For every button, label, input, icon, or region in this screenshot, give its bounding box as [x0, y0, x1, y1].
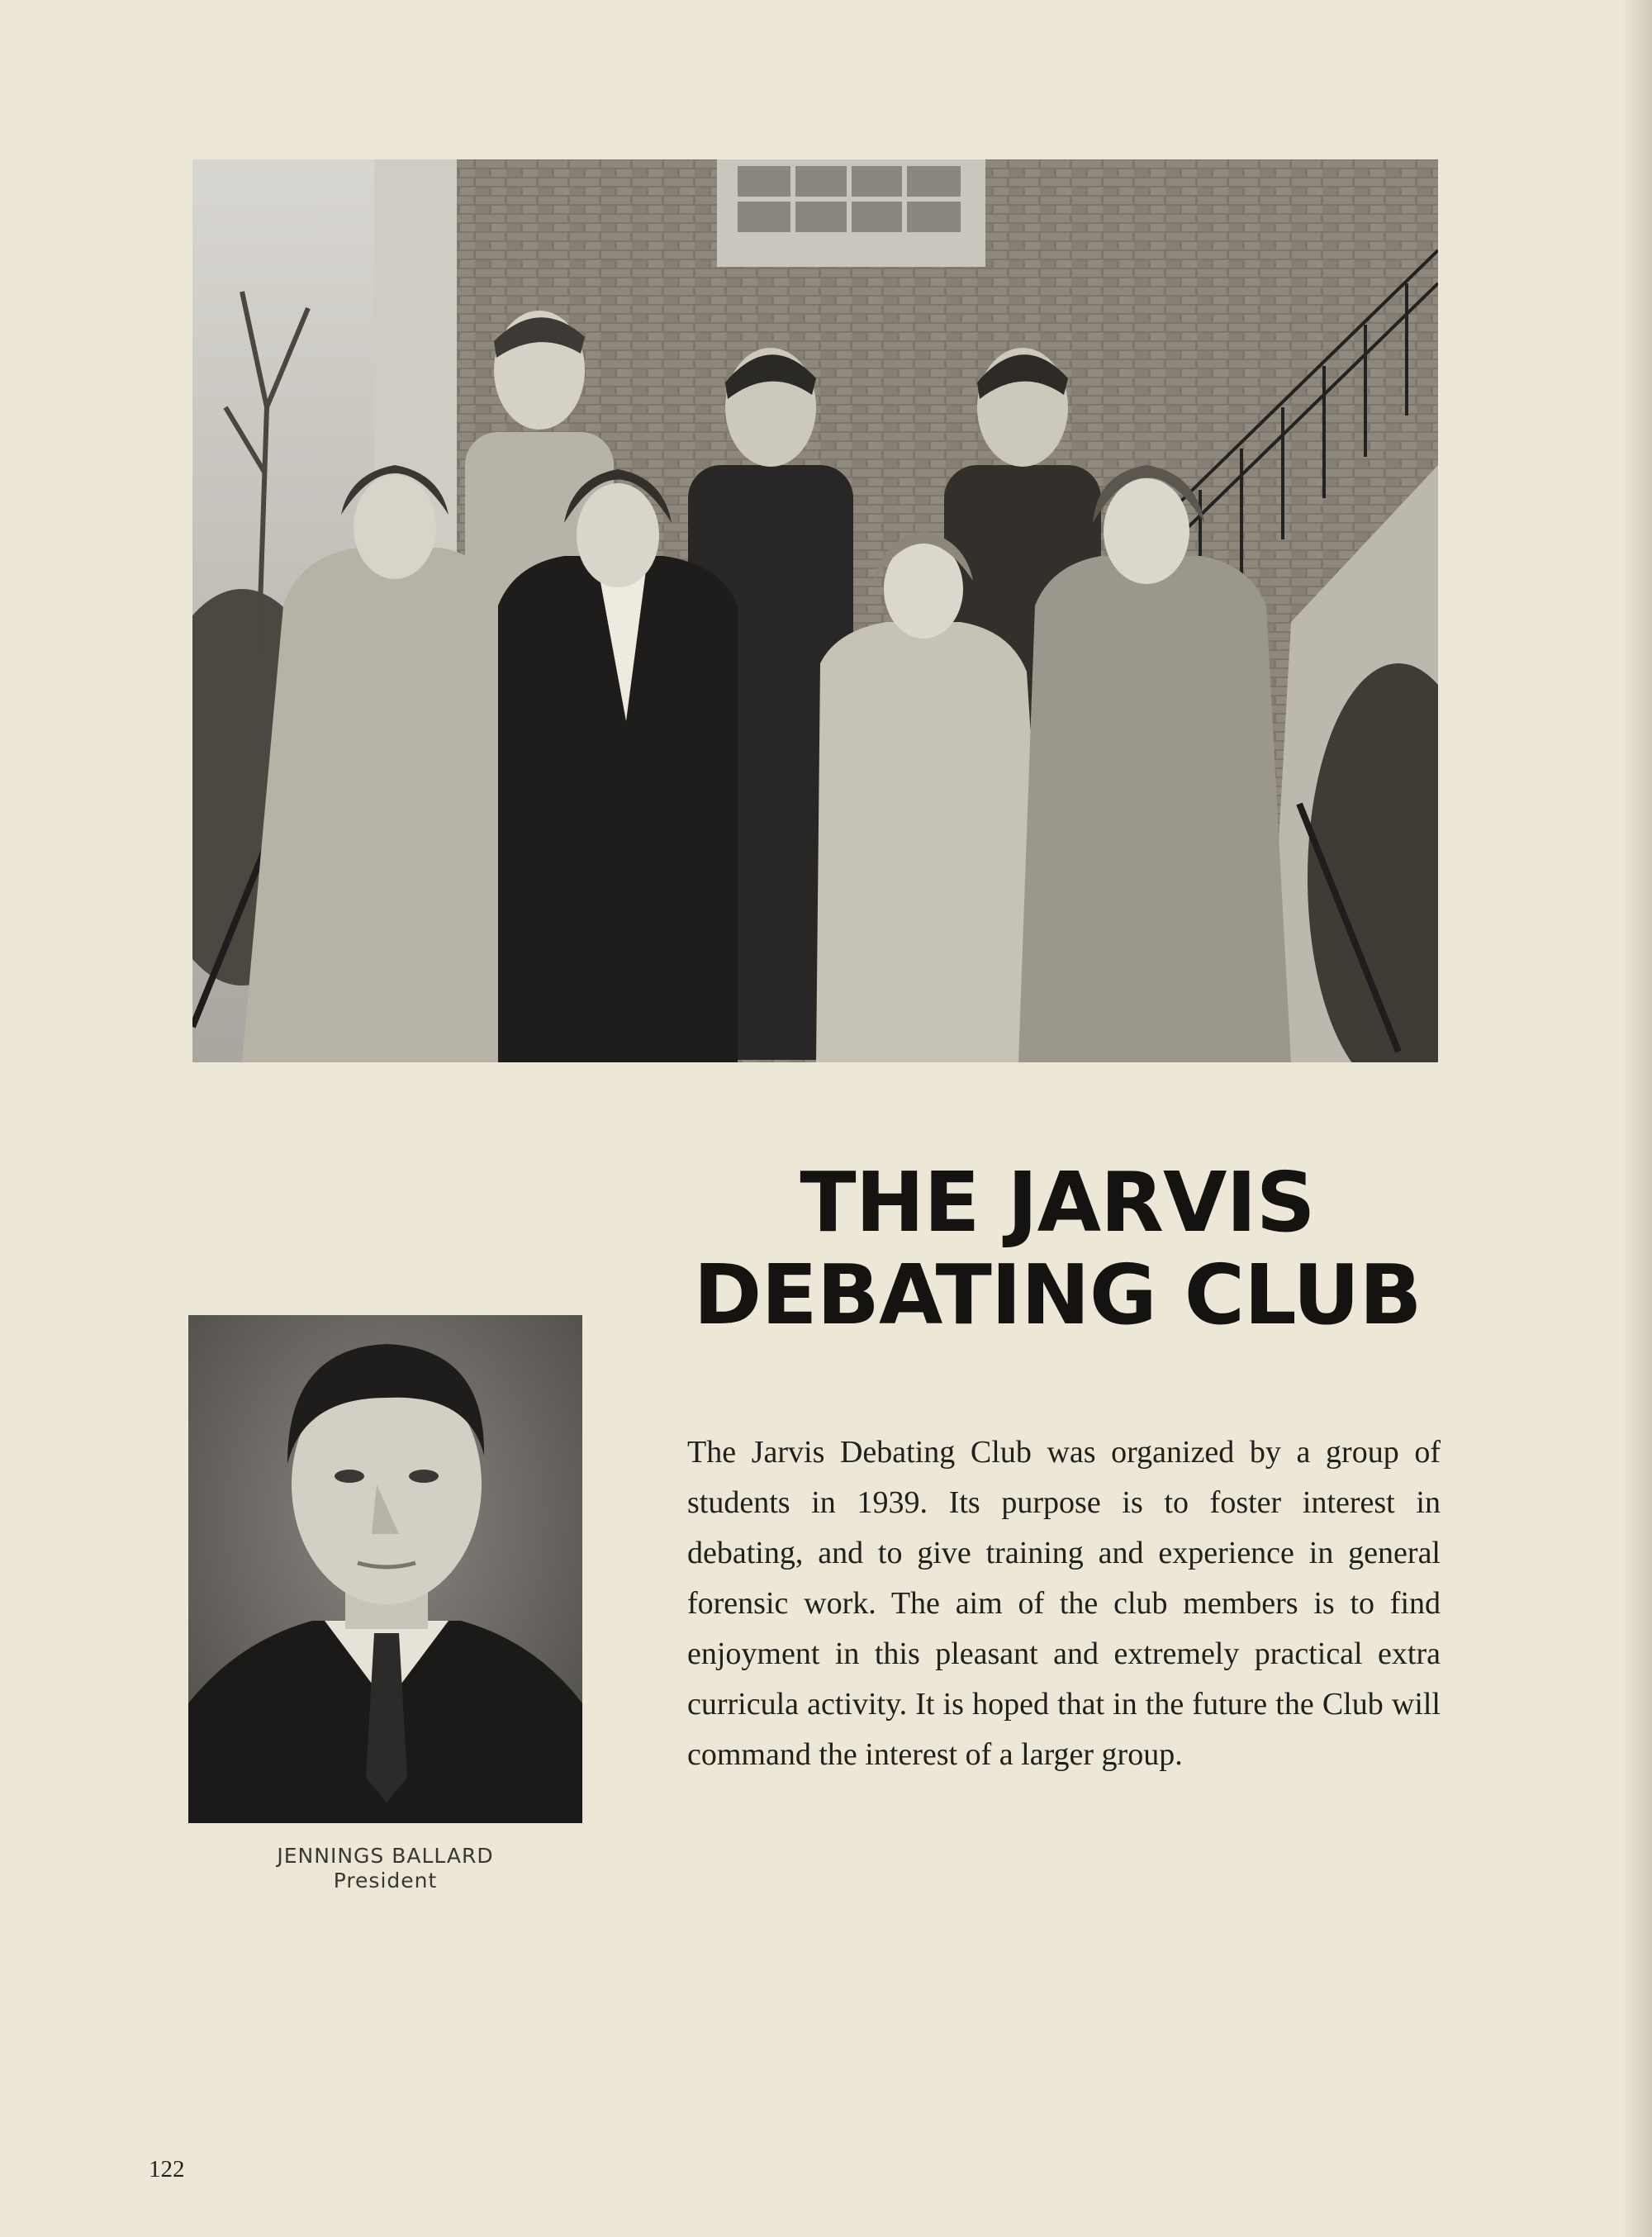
group-photo-image [192, 159, 1438, 1062]
president-portrait [188, 1315, 582, 1823]
president-name: JENNINGS BALLARD [277, 1844, 494, 1868]
page-title [644, 1156, 1470, 1342]
title-line-1: THE JARVIS [800, 1154, 1315, 1251]
president-role: President [333, 1869, 438, 1893]
page-number: 122 [149, 2156, 185, 2182]
president-portrait-image [188, 1315, 582, 1823]
title-line-2: DEBATING CLUB [693, 1247, 1422, 1343]
president-caption [188, 1844, 582, 1893]
group-photo [192, 159, 1438, 1062]
club-description: The Jarvis Debating Club was organized by a group of students in 1939. Its purpose is to foster interest in debating, and to give training and experience in general forensic work. The aim of the club members is to find enjoyment in this pleasant and extremely practical extra curricula activity. It is hoped that in the future the Club will command the interest of a larger group. [687, 1435, 1441, 1772]
page-edge-shadow [1622, 0, 1652, 2237]
